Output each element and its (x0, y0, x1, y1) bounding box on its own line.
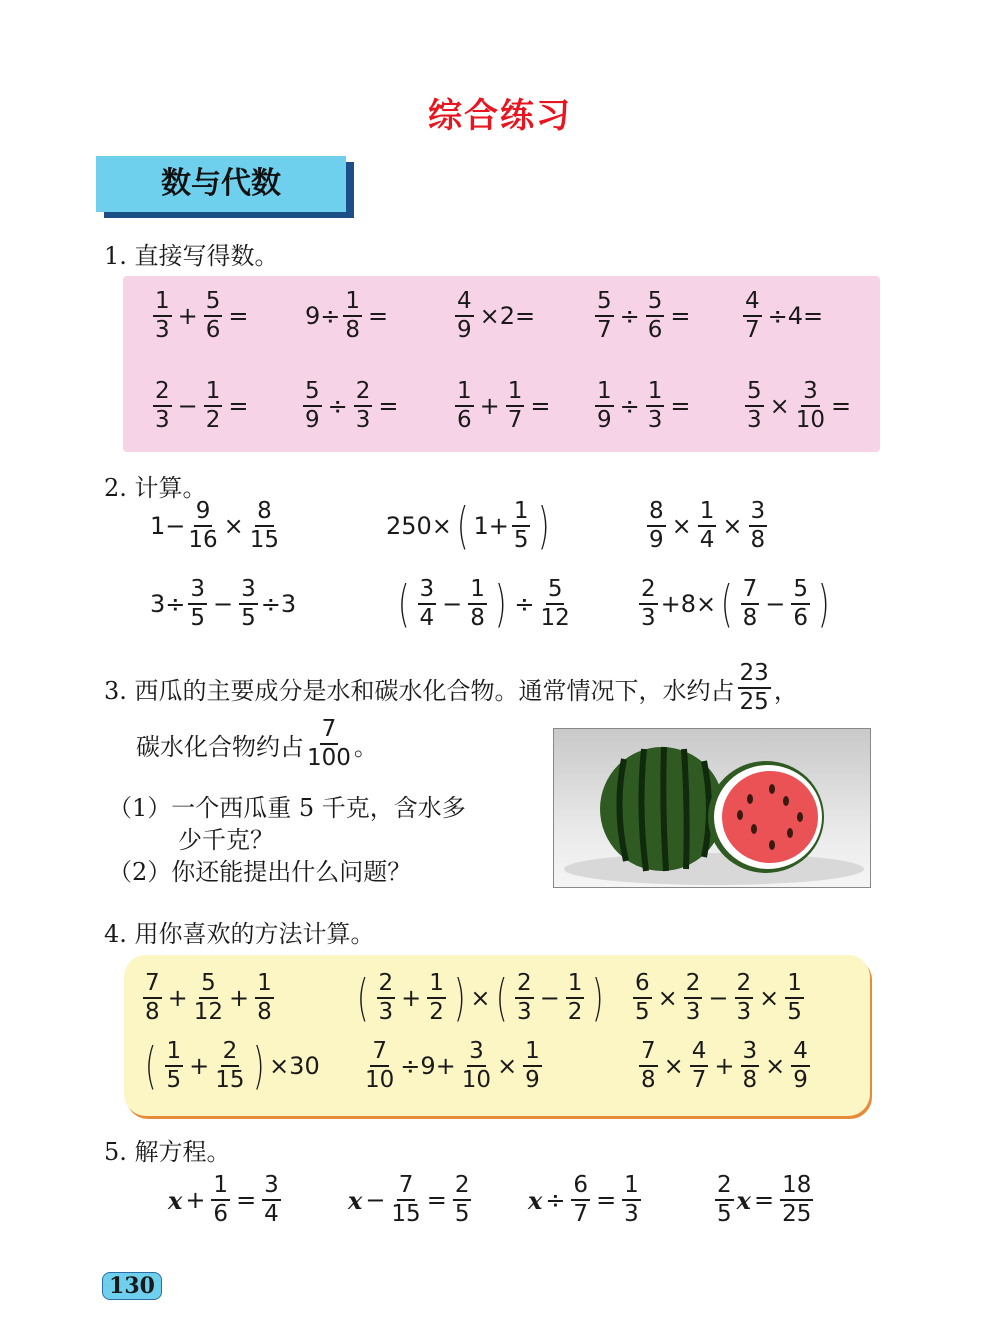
q2-expr-2: 250× ( 1+ $\frac{1}{5}$ ) (386, 497, 551, 555)
q4-expr-1: $\frac{7}{8}$ + $\frac{5}{12}$ + $\frac{1}{8}$ (145, 970, 272, 1025)
q3-line1-text: 3. 西瓜的主要成分是水和碳水化合物。通常情况下，水约占 (104, 676, 735, 705)
q3-line1-end: ， (773, 676, 798, 705)
q3-line1 (104, 662, 798, 714)
q4-expr-4: ( $\frac{1}{5}$ + $\frac{2}{15}$ ) ×30 (144, 1037, 320, 1095)
q1-expr-3: $\frac{4}{9}$ ×2= (457, 288, 536, 343)
q3-line2-text: 碳水化合物约占 (136, 732, 304, 761)
q2-expr-1: 1− $\frac{9}{16}$ × $\frac{8}{15}$ (150, 498, 280, 553)
q2-expr-6: $\frac{2}{3}$ +8× ( $\frac{7}{8}$ − $\frac{5}{6}$ ) (641, 575, 830, 633)
q3-frac1 (738, 662, 771, 714)
q5-eq-3: x ÷ $\frac{6}{7}$ = $\frac{1}{3}$ (528, 1172, 639, 1227)
q4-expr-5: $\frac{7}{10}$ ÷9+ $\frac{3}{10}$ × $\frac{1}{9}$ (365, 1038, 540, 1093)
q5-eq-2: x − $\frac{7}{15}$ = $\frac{2}{5}$ (348, 1172, 470, 1227)
q2-label: 2. 计算。 (104, 474, 207, 502)
q1-expr-1: $\frac{1}{3}$ + $\frac{5}{6}$ = (155, 288, 249, 343)
q1-expr-9: $\frac{1}{9}$ ÷ $\frac{1}{3}$ = (597, 378, 691, 433)
q3-sub2: （2）你还能提出什么问题？ (108, 858, 412, 886)
q2-expr-5: ( $\frac{3}{4}$ − $\frac{1}{8}$ ) ÷ $\frac{5}{12}$ (397, 575, 570, 633)
q3-frac2-num: 7 (320, 718, 339, 745)
q3-sub1b: 少千克？ (178, 826, 274, 854)
q3-line2-end: 。 (353, 732, 378, 761)
q1-expr-5: $\frac{4}{7}$ ÷4= (745, 288, 824, 343)
q4-expr-3: $\frac{6}{5}$ × $\frac{2}{3}$ − $\frac{2}{3}$ × $\frac{1}{5}$ (635, 970, 802, 1025)
q3-line2 (136, 718, 378, 770)
section-tag (96, 156, 346, 212)
q5-label: 5. 解方程。 (104, 1138, 231, 1166)
page-number: 130 (102, 1272, 162, 1300)
q1-expr-8: $\frac{1}{6}$ + $\frac{1}{7}$ = (457, 378, 551, 433)
q3-frac1-num: 23 (738, 662, 771, 689)
q3-frac2-den: 100 (307, 745, 351, 771)
q1-expr-7: $\frac{5}{9}$ ÷ $\frac{2}{3}$ = (305, 378, 399, 433)
q4-label: 4. 用你喜欢的方法计算。 (104, 920, 375, 948)
q3-frac2 (307, 718, 351, 770)
q1-label: 1. 直接写得数。 (104, 242, 279, 270)
q2-expr-3: $\frac{8}{9}$ × $\frac{1}{4}$ × $\frac{3}{8}$ (649, 498, 766, 553)
q2-expr-4: 3÷ $\frac{3}{5}$ − $\frac{3}{5}$ ÷3 (150, 576, 297, 631)
q4-expr-6: $\frac{7}{8}$ × $\frac{4}{7}$ + $\frac{3}{8}$ × $\frac{4}{9}$ (641, 1038, 808, 1093)
section-title: 数与代数 (161, 166, 281, 201)
q5-eq-1: x + $\frac{1}{6}$ = $\frac{3}{4}$ (168, 1172, 279, 1227)
q1-expr-2: 9÷ $\frac{1}{8}$ = (305, 288, 389, 343)
q5-eq-4: $\frac{2}{5}$ x = $\frac{18}{25}$ (717, 1172, 812, 1227)
q1-expr-6: $\frac{2}{3}$ − $\frac{1}{2}$ = (155, 378, 249, 433)
q1-expr-4: $\frac{5}{7}$ ÷ $\frac{5}{6}$ = (597, 288, 691, 343)
q4-expr-2: ( $\frac{2}{3}$ + $\frac{1}{2}$ ) × ( $\frac{2}{3}$ − $\frac{1}{2}$ ) (356, 969, 605, 1027)
q1-expr-10: $\frac{5}{3}$ × $\frac{3}{10}$ = (747, 378, 852, 433)
page-title: 综合练习 (428, 96, 572, 136)
watermelon-photo (553, 728, 871, 888)
q3-frac1-den: 25 (739, 689, 769, 715)
q3-sub1a: （1）一个西瓜重 5 千克，含水多 (108, 794, 466, 822)
